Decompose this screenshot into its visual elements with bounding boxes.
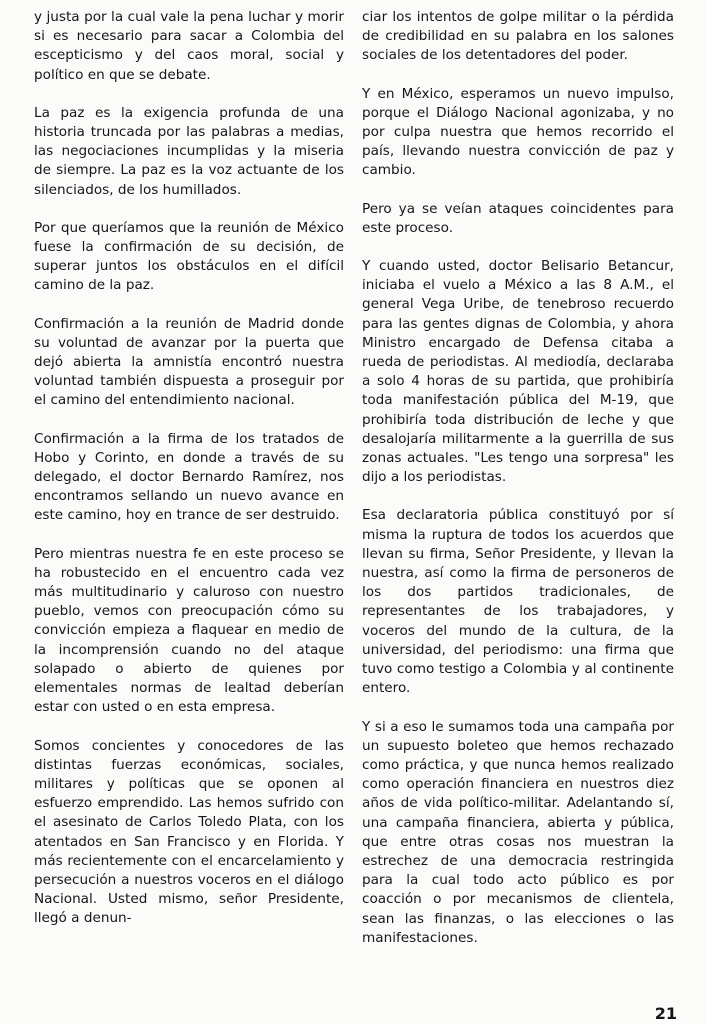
paragraph: Somos concientes y conocedores de las distintas fuerzas económicas, sociales, militares y políticas que se oponen al esfuerzo emprendido. Las hemos sufrido con el asesinato de Carlos Toledo Plata, con los atentados en San Francisco y en Florida. Y más recientemente con el encarcelamiento y persecución a nuestros voceros en el diálogo Nacional. Usted mismo, señor Presidente, llegó a denun- — [34, 737, 344, 927]
paragraph: La paz es la exigencia profunda de una historia truncada por las palabras a medias, las negociaciones incumplidas y la miseria de siempre. La paz es la voz actuante de los silenciados, de los humillados. — [34, 104, 344, 198]
paragraph: Confirmación a la reunión de Madrid donde su voluntad de avanzar por la puerta que dejó abierta la amnistía encontró nuestra voluntad también dispuesta a proseguir por el camino del entendimiento nacional. — [34, 315, 344, 409]
paragraph: Esa declaratoria pública constituyó por sí misma la ruptura de todos los acuerdos que llevan su firma, Señor Presidente, y llevan la nuestra, así como la firma de personeros de los dos partidos tradicionales, de representantes de los trabajadores, y voceros del mundo de la cultura, de la universidad, del periodismo: una firma que tuvo como testigo a Colombia y al continente entero. — [362, 507, 674, 697]
paragraph: Y cuando usted, doctor Belisario Betancur, iniciaba el vuelo a México a las 8 A.M., el general Vega Uribe, de tenebroso recuerdo para las gentes dignas de Colombia, y ahora Ministro encargado de Defensa citaba a rueda de periodistas. Al mediodía, declaraba a solo 4 horas de su partida, que prohibiría toda manifestación pública del M-19, que prohibiría toda distribución de leche y que desalojaría militarmente a la guerrilla de sus zonas actuales. "Les tengo una sorpresa" les dijo a los periodistas. — [362, 258, 674, 486]
paragraph: Pero ya se veían ataques coincidentes para este proceso. — [362, 200, 674, 236]
paragraph: ciar los intentos de golpe militar o la pérdida de credibilidad en su palabra en los salones sociales de los detentadores del poder. — [362, 9, 674, 64]
right-column — [362, 8, 674, 967]
paragraph: Y en México, esperamos un nuevo impulso, porque el Diálogo Nacional agonizaba, y no por culpa nuestra que hemos recorrido el país, llevando nuestra convicción de paz y cambio. — [362, 85, 674, 179]
paragraph: Por que queríamos que la reunión de México fuese la confirmación de su decisión, de superar juntos los obstáculos en el difícil camino de la paz. — [34, 219, 344, 294]
page-number: 21 — [654, 1004, 677, 1023]
paragraph: Pero mientras nuestra fe en este proceso se ha robustecido en el encuentro cada vez más multitudinario y caluroso con nuestro pueblo, vemos con preocupación cómo su convicción empieza a flaquear en medio de la incomprensión cuando no del ataque solapado o abierto de quienes por elementales normas de lealtad deberían estar con usted o en esta empresa. — [34, 545, 344, 716]
paragraph: Confirmación a la firma de los tratados de Hobo y Corinto, en donde a través de su delegado, el doctor Bernardo Ramírez, nos encontramos sellando un nuevo avance en este camino, hoy en trance de ser destruido. — [34, 430, 344, 524]
paragraph: Y si a eso le sumamos toda una campaña por un supuesto boleteo que hemos rechazado como práctica, y que nunca hemos realizado como operación financiera en nuestros diez años de vida político-militar. Adelantando sí, una campaña financiera, abierta y pública, que entre otras cosas nos muestran la estrechez de una democracia restringida para la cual todo acto público es por coacción o por mecanismos de clientela, sean las finanzas, o las elecciones o las manifestaciones. — [362, 718, 674, 946]
left-column — [34, 8, 344, 948]
paragraph: y justa por la cual vale la pena luchar y morir si es necesario para sacar a Colombia del escepticismo y del caos moral, social y político en que se debate. — [34, 9, 344, 83]
